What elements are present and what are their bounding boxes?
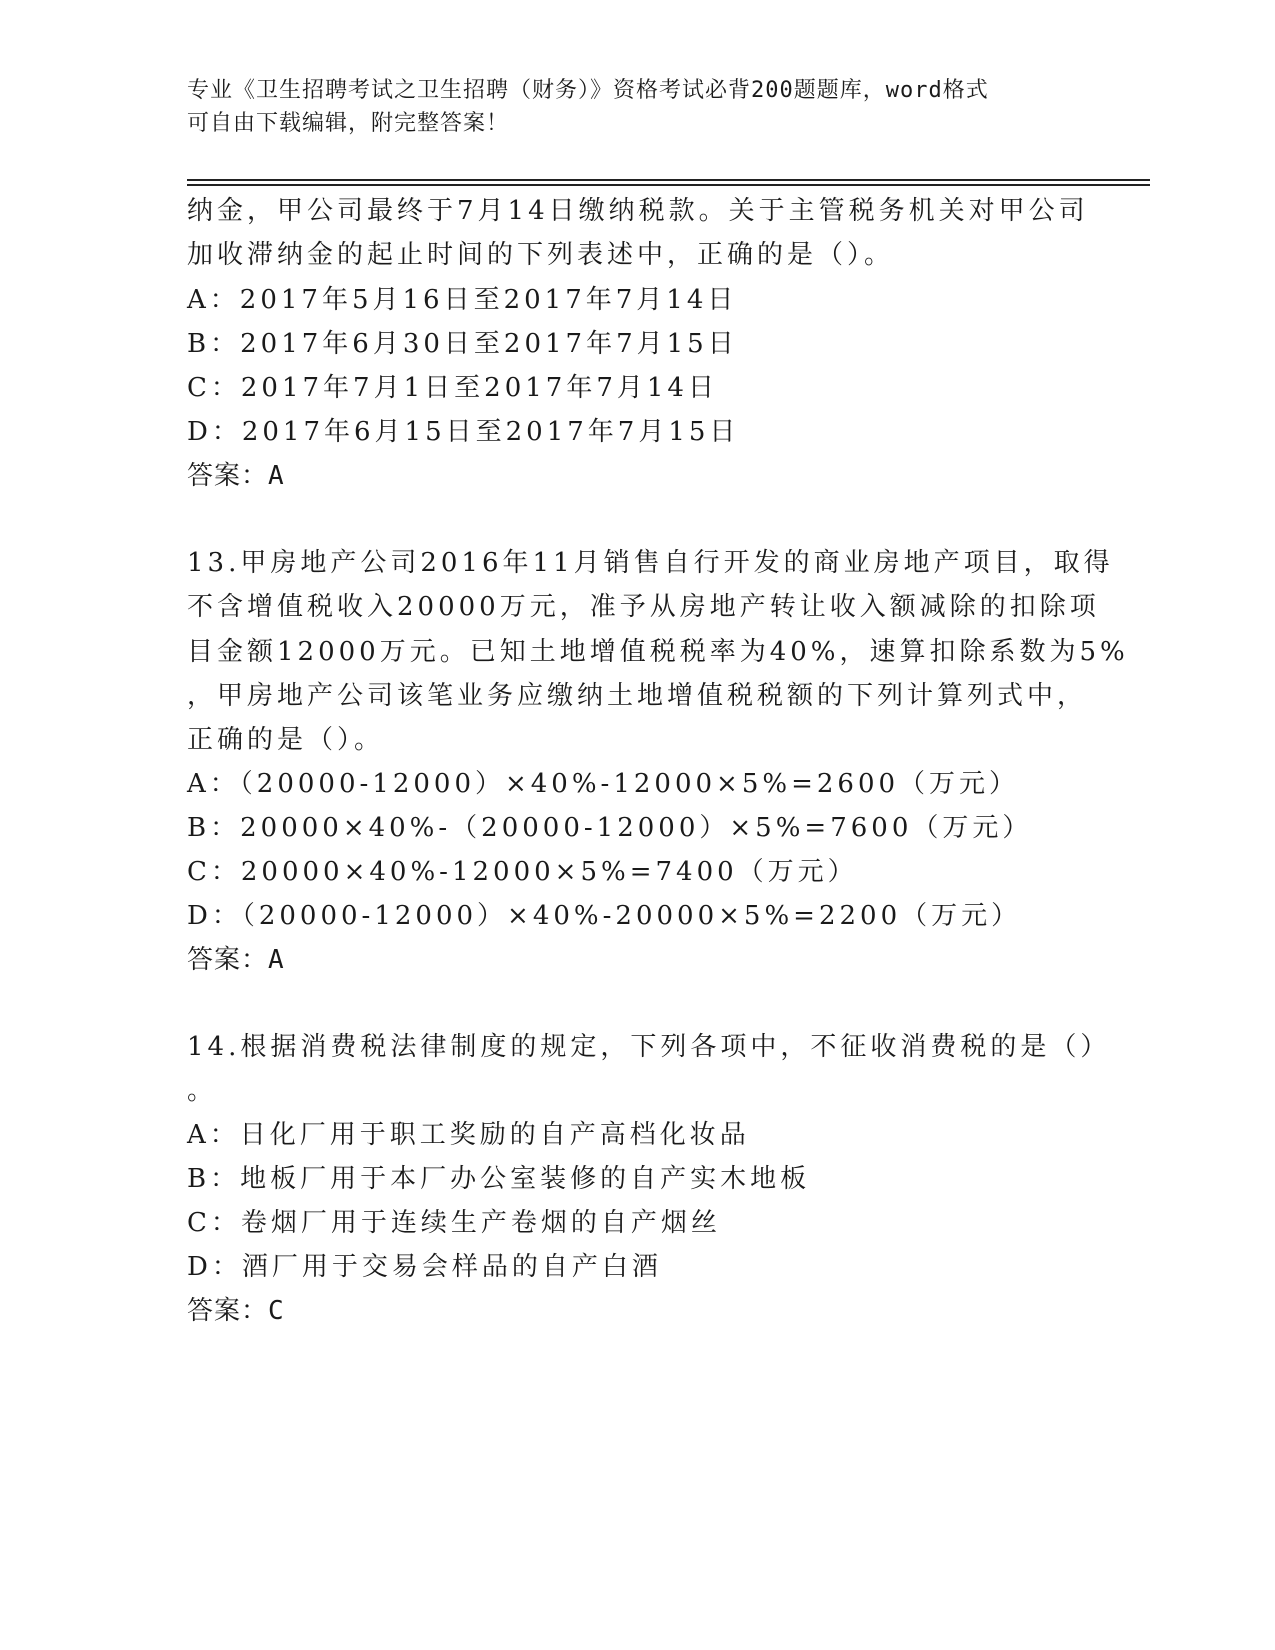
question-stem-line: 纳金，甲公司最终于7月14日缴纳税款。关于主管税务机关对甲公司 bbox=[187, 196, 1089, 226]
option-c: C：卷烟厂用于连续生产卷烟的自产烟丝 bbox=[187, 1208, 721, 1238]
option-b: B：20000×40%-（20000-12000）×5%=7600（万元） bbox=[187, 813, 1033, 843]
option-a: A：2017年5月16日至2017年7月14日 bbox=[187, 285, 738, 315]
answer-label: 答案：C bbox=[187, 1296, 285, 1326]
option-a: A：（20000-12000）×40%-12000×5%=2600（万元） bbox=[187, 769, 1020, 799]
option-d: D：2017年6月15日至2017年7月15日 bbox=[187, 417, 740, 447]
header-line-1: 专业《卫生招聘考试之卫生招聘（财务）》资格考试必背200题题库，word格式 bbox=[187, 78, 989, 103]
question-stem-line: 不含增值税收入20000万元，准予从房地产转让收入额减除的扣除项 bbox=[187, 592, 1100, 622]
option-c: C：2017年7月1日至2017年7月14日 bbox=[187, 373, 718, 403]
option-a: A：日化厂用于职工奖励的自产高档化妆品 bbox=[187, 1120, 750, 1150]
header-line-2: 可自由下载编辑，附完整答案！ bbox=[187, 111, 510, 136]
option-c: C：20000×40%-12000×5%=7400（万元） bbox=[187, 857, 858, 887]
header-rule-top bbox=[187, 179, 1150, 181]
answer-label: 答案：A bbox=[187, 461, 285, 491]
answer-label: 答案：A bbox=[187, 945, 285, 975]
question-stem-line: 。 bbox=[187, 1076, 218, 1106]
header-rule-bottom bbox=[187, 184, 1150, 186]
option-d: D：（20000-12000）×40%-20000×5%=2200（万元） bbox=[187, 901, 1022, 931]
document-header bbox=[187, 74, 1087, 140]
option-b: B：2017年6月30日至2017年7月15日 bbox=[187, 329, 738, 359]
question-stem-line: 正确的是（）。 bbox=[187, 725, 385, 755]
question-stem-line: 目金额12000万元。已知土地增值税税率为40%，速算扣除系数为5% bbox=[187, 637, 1129, 667]
question-stem-line: ，甲房地产公司该笔业务应缴纳土地增值税税额的下列计算列式中， bbox=[187, 681, 1088, 711]
option-d: D：酒厂用于交易会样品的自产白酒 bbox=[187, 1252, 662, 1282]
question-stem-line: 14.根据消费税法律制度的规定，下列各项中，不征收消费税的是（） bbox=[187, 1032, 1111, 1062]
question-stem-line: 13.甲房地产公司2016年11月销售自行开发的商业房地产项目，取得 bbox=[187, 548, 1114, 578]
option-b: B：地板厂用于本厂办公室装修的自产实木地板 bbox=[187, 1164, 811, 1194]
question-stem-line: 加收滞纳金的起止时间的下列表述中，正确的是（）。 bbox=[187, 240, 895, 270]
